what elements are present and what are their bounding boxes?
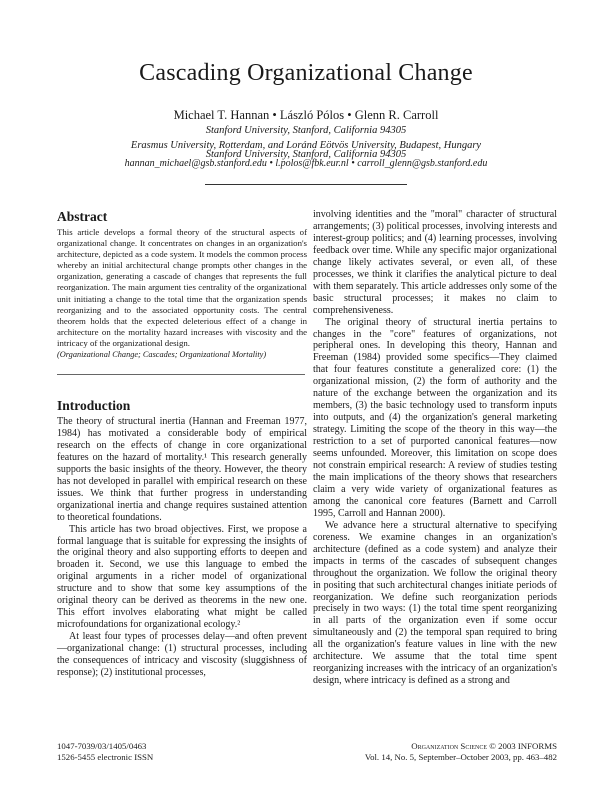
- author-list: Michael T. Hannan • László Pólos • Glenn R. Carroll: [173, 108, 439, 122]
- affiliation-1: Stanford University, Stanford, California 94305: [205, 125, 407, 136]
- footer-issn: [57, 741, 153, 763]
- abstract-text: This article develops a formal theory of the structural aspects of organizational change. It concentrates on changes in an organization's architecture, depicted as a code system. It models the common process whereby an initial architectural change prompts other changes in the organization, generating a cascade of changes that represents the full reorganization. The main argument ties centrality of the organizational unit initiating a change to the total time that the organization spends reorganizing and to the associated opportunity costs. The central theorem holds that the expected deleterious effect of a change in architecture on the mortality hazard increases with viscosity and the intricacy of the organizational design.: [57, 227, 307, 348]
- intro-paragraph-1: The theory of structural inertia (Hannan and Freeman 1977, 1984) has motivated a considerable body of empirical research on the effects of change in core organizational features on the hazard of mortality.¹ This research generally supports the basic insights of the theory. However, the theory has not developed in parallel with empirical research on these issues. We think that further progress in understanding organizational inertia and change requires sustained attention to theoretical foundations.: [57, 416, 307, 523]
- affiliation-2: Erasmus University, Rotterdam, and Loránd Eötvös University, Budapest, Hungary: [130, 140, 482, 151]
- intro-paragraph-2: This article has two broad objectives. First, we propose a formal language that is suitable for expressing the insights of the original theory and also supporting efforts to deepen and broaden it. Second, we use this language to embed the original arguments in a richer model of organizational structure and to show that some key assumptions of the original theory can be derived as theorems in the new one. This effort involves elaborating what might be called microfoundations for organizational ecology.²: [57, 523, 307, 631]
- author-emails: hannan_michael@gsb.stanford.edu • l.polos@fbk.eur.nl • carroll_glenn@gsb.stanford.edu: [124, 158, 488, 169]
- title-divider: [205, 184, 407, 185]
- abstract-keywords: (Organizational Change; Cascades; Organizational Mortality): [57, 350, 267, 360]
- footer-copyright: © 2003 INFORMS: [489, 741, 557, 751]
- affiliation-3: Stanford University, Stanford, California 94305: [205, 149, 407, 160]
- footer-issue: Vol. 14, No. 5, September–October 2003, pp. 463–482: [364, 752, 557, 762]
- right-column: [313, 209, 557, 687]
- abstract-section: [57, 209, 307, 360]
- footer-print-issn: 1047-7039/03/1405/0463: [57, 741, 147, 751]
- right-paragraph-2: The original theory of structural inertia pertains to changes in the "core" features of organizations, not peripheral ones. In developing this theory, Hannan and Freeman (1984) provided some specifics—They claimed that four features constitute a generalized core: (1) the organizational mission, (2) the form of authority and the nature of the exchange between the organization and its members, (3) the basic technology used to transform inputs into outputs, and (4) the organization's general marketing strategy. Limiting the scope of the theory in this way—the restriction to a set of purported canonical features—now seems unfounded. Moreover, this limitation on scope does not constrain empirical research: A review of studies testing the main implications of the theory shows that researchers claim a very wide variety of organizational features as among the canonical core features (Barnett and Carroll 1995, Carroll and Hannan 2000).: [313, 316, 557, 519]
- right-paragraph-1: involving identities and the "moral" character of structural arrangements; (3) political processes, involving interests and interest-group politics; and (4) learning processes, involving feedback over time. While any specific major organizational change likely activates several, or even all, of these processes, we think it clarifies the analytical picture to deal with them separately. This article addresses only some of the basic structural processes; it makes no claim to comprehensiveness.: [313, 209, 557, 316]
- intro-paragraph-3: At least four types of processes delay—and often prevent—organizational change: (1) structural processes, including the consequences of intricacy and viscosity (sluggishness of response); (2) institutional processes,: [57, 631, 307, 679]
- paper-title: Cascading Organizational Change: [139, 60, 473, 86]
- introduction-heading: Introduction: [57, 398, 131, 413]
- abstract-heading: Abstract: [57, 209, 108, 224]
- abstract-divider: [57, 374, 305, 375]
- footer-electronic-issn: 1526-5455 electronic ISSN: [57, 752, 154, 762]
- footer-journal: Organization Science: [411, 741, 487, 751]
- introduction-section: [57, 398, 307, 679]
- footer-citation: [313, 741, 557, 763]
- right-paragraph-3: We advance here a structural alternative to specifying coreness. We examine changes in an organization's architecture (defined as a code system) and analyze their impacts in terms of the cascades of subsequent changes throughout the organization. We follow the original theory in positing that such architectural changes initiate periods of reorganization. We define such reorganization periods precisely in two ways: (1) the total time spent reorganizing in all parts of the organization even if some occur simultaneously and (2) the temporal span required to bring all the organization's feature values in line with the new architecture. We assume that the total time spent reorganizing increases with the intricacy of an organization's design, where intricacy is defined as a strong and: [313, 519, 557, 687]
